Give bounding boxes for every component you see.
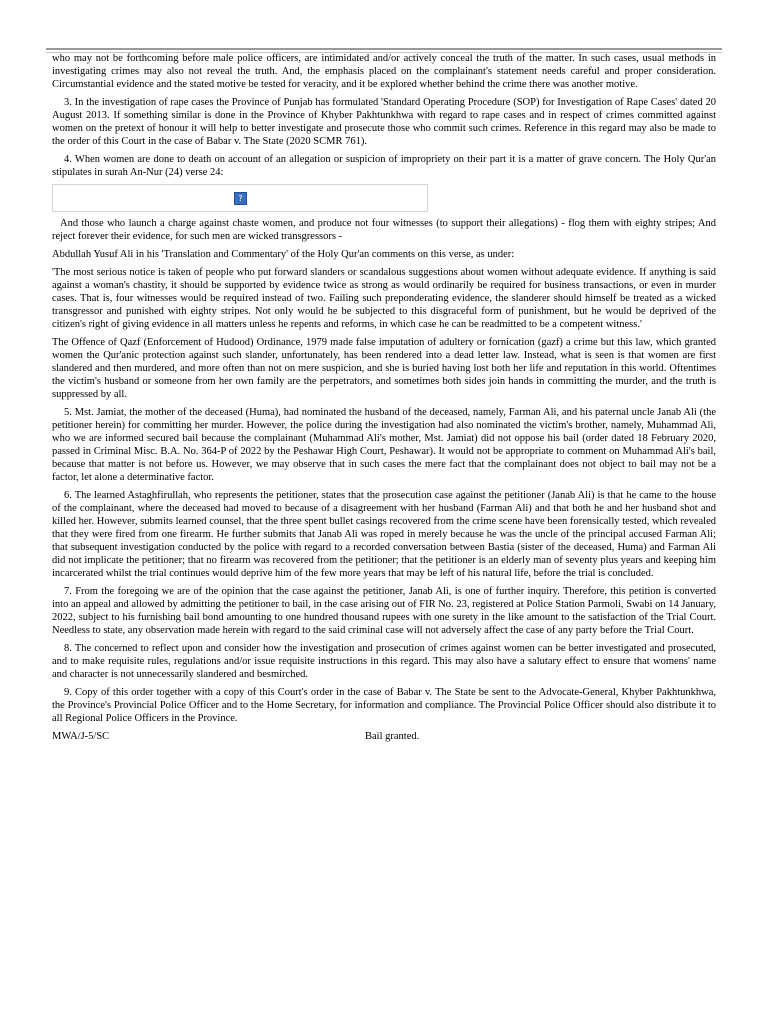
document-footer	[52, 730, 716, 744]
paragraph-5: 5. Mst. Jamiat, the mother of the deceased (Huma), had nominated the husband of the deceased, namely, Farman Ali, and his paternal uncle Janab Ali (the petitioner herein) for committing her murder. However, the police during the investigation had also nominated the victim's brother, namely, Muhammad Ali, who we are informed secured bail because the complainant (Muhammad Ali's mother, Mst. Jamiat) did not oppose his bail (order dated 18 February 2020, passed in Criminal Misc. B.A. No. 364-P of 2022 by the Peshawar High Court, Peshawar). It would not be appropriate to comment on Muhammad Ali's bail, because that matter is not before us. However, we may observe that in such cases the mere fact that the complainant does not object to bail may not be a factor, let alone a determinative factor.	[52, 407, 716, 483]
commentary-intro: Abdullah Yusuf Ali in his 'Translation and Commentary' of the Holy Qur'an comments on this verse, as under:	[52, 249, 515, 260]
paragraph-qazf: The Offence of Qazf (Enforcement of Hudood) Ordinance, 1979 made false imputation of adultery or fornication (gazf) a crime but this law, which granted women the Qur'anic protection against such slander, unfortunately, has been rendered into a dead letter law. Instead, what is seen is that women are first slandered and then murdered, and more often than not on mere suspicion, and she is buried having lost both her life and reputation in this world. Oftentimes the victim's husband or someone from her own family are the perpetrators, and sometimes both sides join hands in committing the murder, and the truth is suppressed by all.	[52, 337, 716, 400]
paragraph-6: 6. The learned Astaghfirullah, who represents the petitioner, states that the prosecution case against the petitioner (Janab Ali) is that he came to the house of the complainant, where the deceased had moved to because of a disagreement with her husband (Farman Ali) and that both he and her husband shot and killed her. However, submits learned counsel, that the three spent bullet casings recovered from the crime scene have been forensically tested, which revealed that they were fired from one firearm. He further submits that Janab Ali was roped in merely because he was the uncle of the principal accused Farman Ali; that subsequent investigation conducted by the police with regard to a recorded conversation between Bastia (sister of the deceased, Huma) and Farman Ali did not implicate the petitioner; that no firearm was recovered from the petitioner; that the petitioner is an elderly man of seventy plus years and keeping him incarcerated whilst the trial continues would deprive him of the few more years that may be left of his natural life, before the trial is concluded.	[52, 490, 716, 579]
verse-translation: And those who launch a charge against chaste women, and produce not four witnesses (to support their allegations) - flog them with eighty stripes; And reject forever their evidence, for such men are wicked transgressors -	[52, 218, 716, 242]
broken-image-icon: ?	[234, 192, 247, 205]
paragraph-8: 8. The concerned to reflect upon and consider how the investigation and prosecution of crimes against women can be better investigated and prosecuted, and to make requisite rules, regulations and/or issue requisite instructions in this regard. This may also have a salutary effect to ensure that womens' name and character is not unnecessarily slandered and besmirched.	[52, 643, 716, 680]
footer-outcome: Bail granted.	[365, 731, 420, 742]
arabic-verse-image-placeholder	[52, 184, 428, 212]
paragraph-3: 3. In the investigation of rape cases the Province of Punjab has formulated 'Standard Operating Procedure (SOP) for Investigation of Rape Cases' dated 20 August 2013. If something similar is done in the Province of Khyber Pakhtunkhwa with regard to rape cases and in respect of crimes committed against women on the pretext of honour it will help to better investigate and prosecute those who commit such crimes. Reference in this regard may also be made to the order of this Court in the case of Babar v. The State (2020 SCMR 761).	[52, 97, 716, 147]
paragraph-9: 9. Copy of this order together with a copy of this Court's order in the case of Babar v. The State be sent to the Advocate-General, Khyber Pakhtunkhwa, the Province's Provincial Police Officer and to the Home Secretary, for information and compliance. The Provincial Police Officer should also distribute it to all Regional Police Officers in the Province.	[52, 687, 716, 724]
footer-reference: MWA/J-5/SC	[52, 731, 110, 742]
paragraph-intro-tail: who may not be forthcoming before male police officers, are intimidated and/or actively conceal the truth of the matter. In such cases, usual methods in investigating crimes may also not reveal the truth. And, the emphasis placed on the complainant's statement needs careful and proper consideration. Circumstantial evidence and the stated motive be tested for veracity, and it be explored whether behind the crime there was another motive.	[52, 53, 716, 90]
paragraph-4: 4. When women are done to death on account of an allegation or suspicion of impropriety on their part it is a matter of grave concern. The Holy Qur'an stipulates in surah An-Nur (24) verse 24:	[52, 154, 716, 178]
verse-translation-block	[52, 217, 716, 243]
judgment-document	[52, 52, 716, 744]
commentary-quote: 'The most serious notice is taken of people who put forward slanders or scandalous suggestions about women without adequate evidence. If anything is said against a woman's chastity, it should be supported by evidence twice as strong as would ordinarily be required for business transactions, or even in murder cases. That is, four witnesses would be required instead of two. Failing such preponderating evidence, the slanderer should himself be treated as a wicked transgressor and punished with eighty stripes. Not only would he be subjected to this disgraceful form of punishment, but he would be deprived of the citizen's right of giving evidence in all matters unless he repents and reforms, in which case he can be readmitted to be a competent witness.'	[52, 267, 716, 330]
paragraph-7: 7. From the foregoing we are of the opinion that the case against the petitioner, Janab Ali, is one of further inquiry. Therefore, this petition is converted into an appeal and allowed by admitting the petitioner to bail, in the case arising out of FIR No. 23, registered at Police Station Parmoli, Swabi on 14 January, 2022, subject to his furnishing bail bond amounting to one hundred thousand rupees with one surety in the like amount to the satisfaction of the Trial Court. Needless to state, any observation made herein with regard to the said criminal case will not adversely affect the case of any party before the Trial Court.	[52, 586, 716, 636]
top-rule	[46, 48, 722, 50]
